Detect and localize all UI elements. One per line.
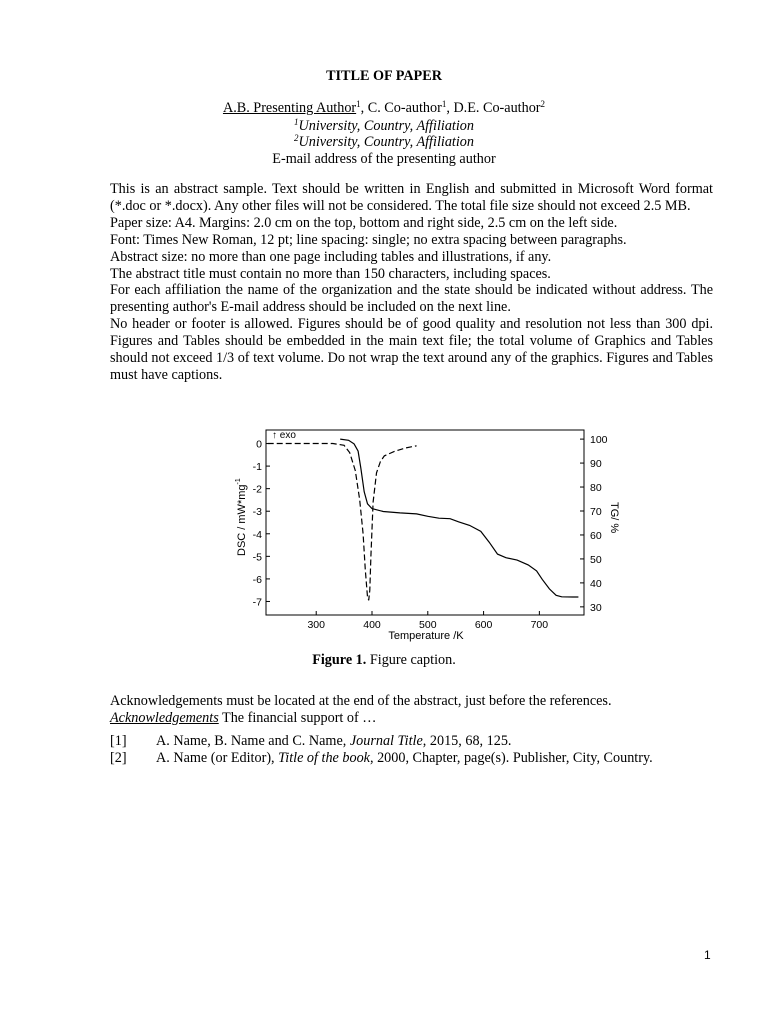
left-y-tick-label: 0: [256, 438, 262, 451]
affiliation-sup: 2: [293, 133, 299, 143]
right-y-tick-label: 90: [590, 458, 602, 471]
reference-book-title: Title of the book: [278, 750, 370, 766]
right-y-axis-label: TG/ %: [608, 502, 620, 534]
abstract-paragraph: For each affiliation the name of the organization and the state should be indicated without address. The presenting author's E-mail address should be included on the next line.: [110, 282, 713, 316]
abstract-paragraph: The abstract title must contain no more than 150 characters, including spaces.: [110, 265, 551, 282]
x-axis-label: Temperature /K: [388, 630, 464, 642]
x-tick-label: 500: [419, 619, 437, 631]
paper-title: TITLE OF PAPER: [326, 68, 442, 84]
right-y-tick-label: 40: [590, 577, 602, 590]
left-y-tick-label: -6: [252, 573, 262, 586]
co-author: , D.E. Co-author: [446, 100, 541, 116]
abstract-body: [110, 181, 713, 384]
acknowledgements-heading: Acknowledgements: [110, 710, 219, 726]
left-y-tick-label: -2: [252, 483, 262, 496]
author-sup: 2: [540, 99, 546, 109]
figure-caption-label: Figure 1.: [312, 652, 367, 668]
abstract-paragraph: Font: Times New Roman, 12 pt; line spacing: single; no extra spacing between paragraphs.: [110, 231, 627, 248]
abstract-paragraph: Abstract size: no more than one page including tables and illustrations, if any.: [110, 248, 552, 265]
reference-item: [110, 750, 713, 767]
tg-series-line: [340, 439, 578, 597]
page-number: 1: [704, 948, 711, 962]
right-y-tick-label: 70: [590, 505, 602, 518]
left-y-axis-label-text: DSC / mW*mg: [236, 484, 248, 556]
x-tick-label: 400: [363, 619, 381, 631]
figure-caption: [0, 652, 768, 669]
x-tick-label: 600: [474, 619, 493, 631]
x-tick-label: 700: [530, 619, 549, 631]
x-tick-label: 300: [307, 619, 325, 631]
affiliation-2: [0, 134, 768, 150]
left-y-axis: [253, 439, 270, 609]
left-y-tick-label: -4: [252, 528, 262, 541]
affiliation-sup: 1: [293, 117, 299, 127]
figure-1: [226, 422, 630, 646]
right-y-tick-label: 100: [590, 434, 608, 447]
acknowledgements-line: [110, 710, 713, 727]
exo-annotation: ↑ exo: [272, 430, 296, 441]
co-author: , C. Co-author: [360, 100, 442, 116]
reference-text: [156, 733, 511, 750]
author-sup: 1: [441, 99, 447, 109]
abstract-paragraph: Paper size: A4. Margins: 2.0 cm on the top, bottom and right side, 2.5 cm on the left side.: [110, 214, 618, 231]
reference-item: [110, 733, 713, 750]
affiliation-1: [0, 118, 768, 134]
dsc-series-line: [268, 444, 417, 601]
abstract-paragraph: No header or footer is allowed. Figures should be of good quality and resolution not less than 300 dpi. Figures and Tables should be embedded in the main text file; the total volume of Graphics and Tables should not exceed 1/3 of text volume. Do not wrap the text around any of the graphics. Figures and Tables must have captions.: [110, 316, 713, 383]
abstract-paragraph: This is an abstract sample. Text should be written in English and submitted in Microsoft Word format (*.doc or *.docx). Any other files will not be considered. The total file size should not exceed 2.5 MB.: [110, 181, 713, 214]
acknowledgements-section: [110, 693, 713, 727]
acknowledgements-note: Acknowledgements must be located at the end of the abstract, just before the references.: [110, 693, 612, 709]
presenting-author: A.B. Presenting Author: [222, 100, 357, 116]
references: [110, 733, 713, 767]
reference-authors: A. Name (or Editor),: [156, 750, 279, 766]
reference-journal: Journal Title: [349, 733, 423, 749]
email-line: E-mail address of the presenting author: [272, 151, 496, 167]
reference-text: [156, 750, 653, 767]
author-sup: 1: [356, 99, 361, 109]
affiliation-text: University, Country, Affiliation: [298, 118, 474, 134]
right-y-tick-label: 60: [590, 529, 602, 542]
left-y-axis-label-sup: -1: [235, 478, 242, 485]
author-line: [0, 100, 768, 116]
series-layer: [268, 439, 579, 600]
left-y-axis-label: [235, 478, 248, 556]
reference-number: [2]: [110, 750, 127, 766]
right-y-tick-label: 50: [590, 553, 602, 566]
left-y-tick-label: -3: [252, 506, 262, 519]
reference-number: [1]: [110, 733, 127, 749]
plot-frame: [266, 430, 584, 615]
reference-authors: A. Name, B. Name and C. Name,: [156, 733, 350, 749]
affiliation-text: University, Country, Affiliation: [298, 134, 474, 150]
right-y-tick-label: 30: [590, 601, 602, 614]
left-y-tick-label: -7: [252, 596, 262, 609]
acknowledgements-text: The financial support of …: [218, 710, 377, 726]
reference-details: , 2015, 68, 125.: [422, 733, 512, 749]
figure-caption-text: Figure caption.: [366, 652, 456, 668]
left-y-tick-label: -1: [252, 461, 262, 474]
right-y-tick-label: 80: [590, 482, 602, 495]
reference-details: , 2000, Chapter, page(s). Publisher, City, Country.: [369, 750, 653, 766]
x-axis: [307, 611, 548, 631]
left-y-tick-label: -5: [252, 551, 262, 564]
dsc-tg-chart: [226, 422, 630, 646]
